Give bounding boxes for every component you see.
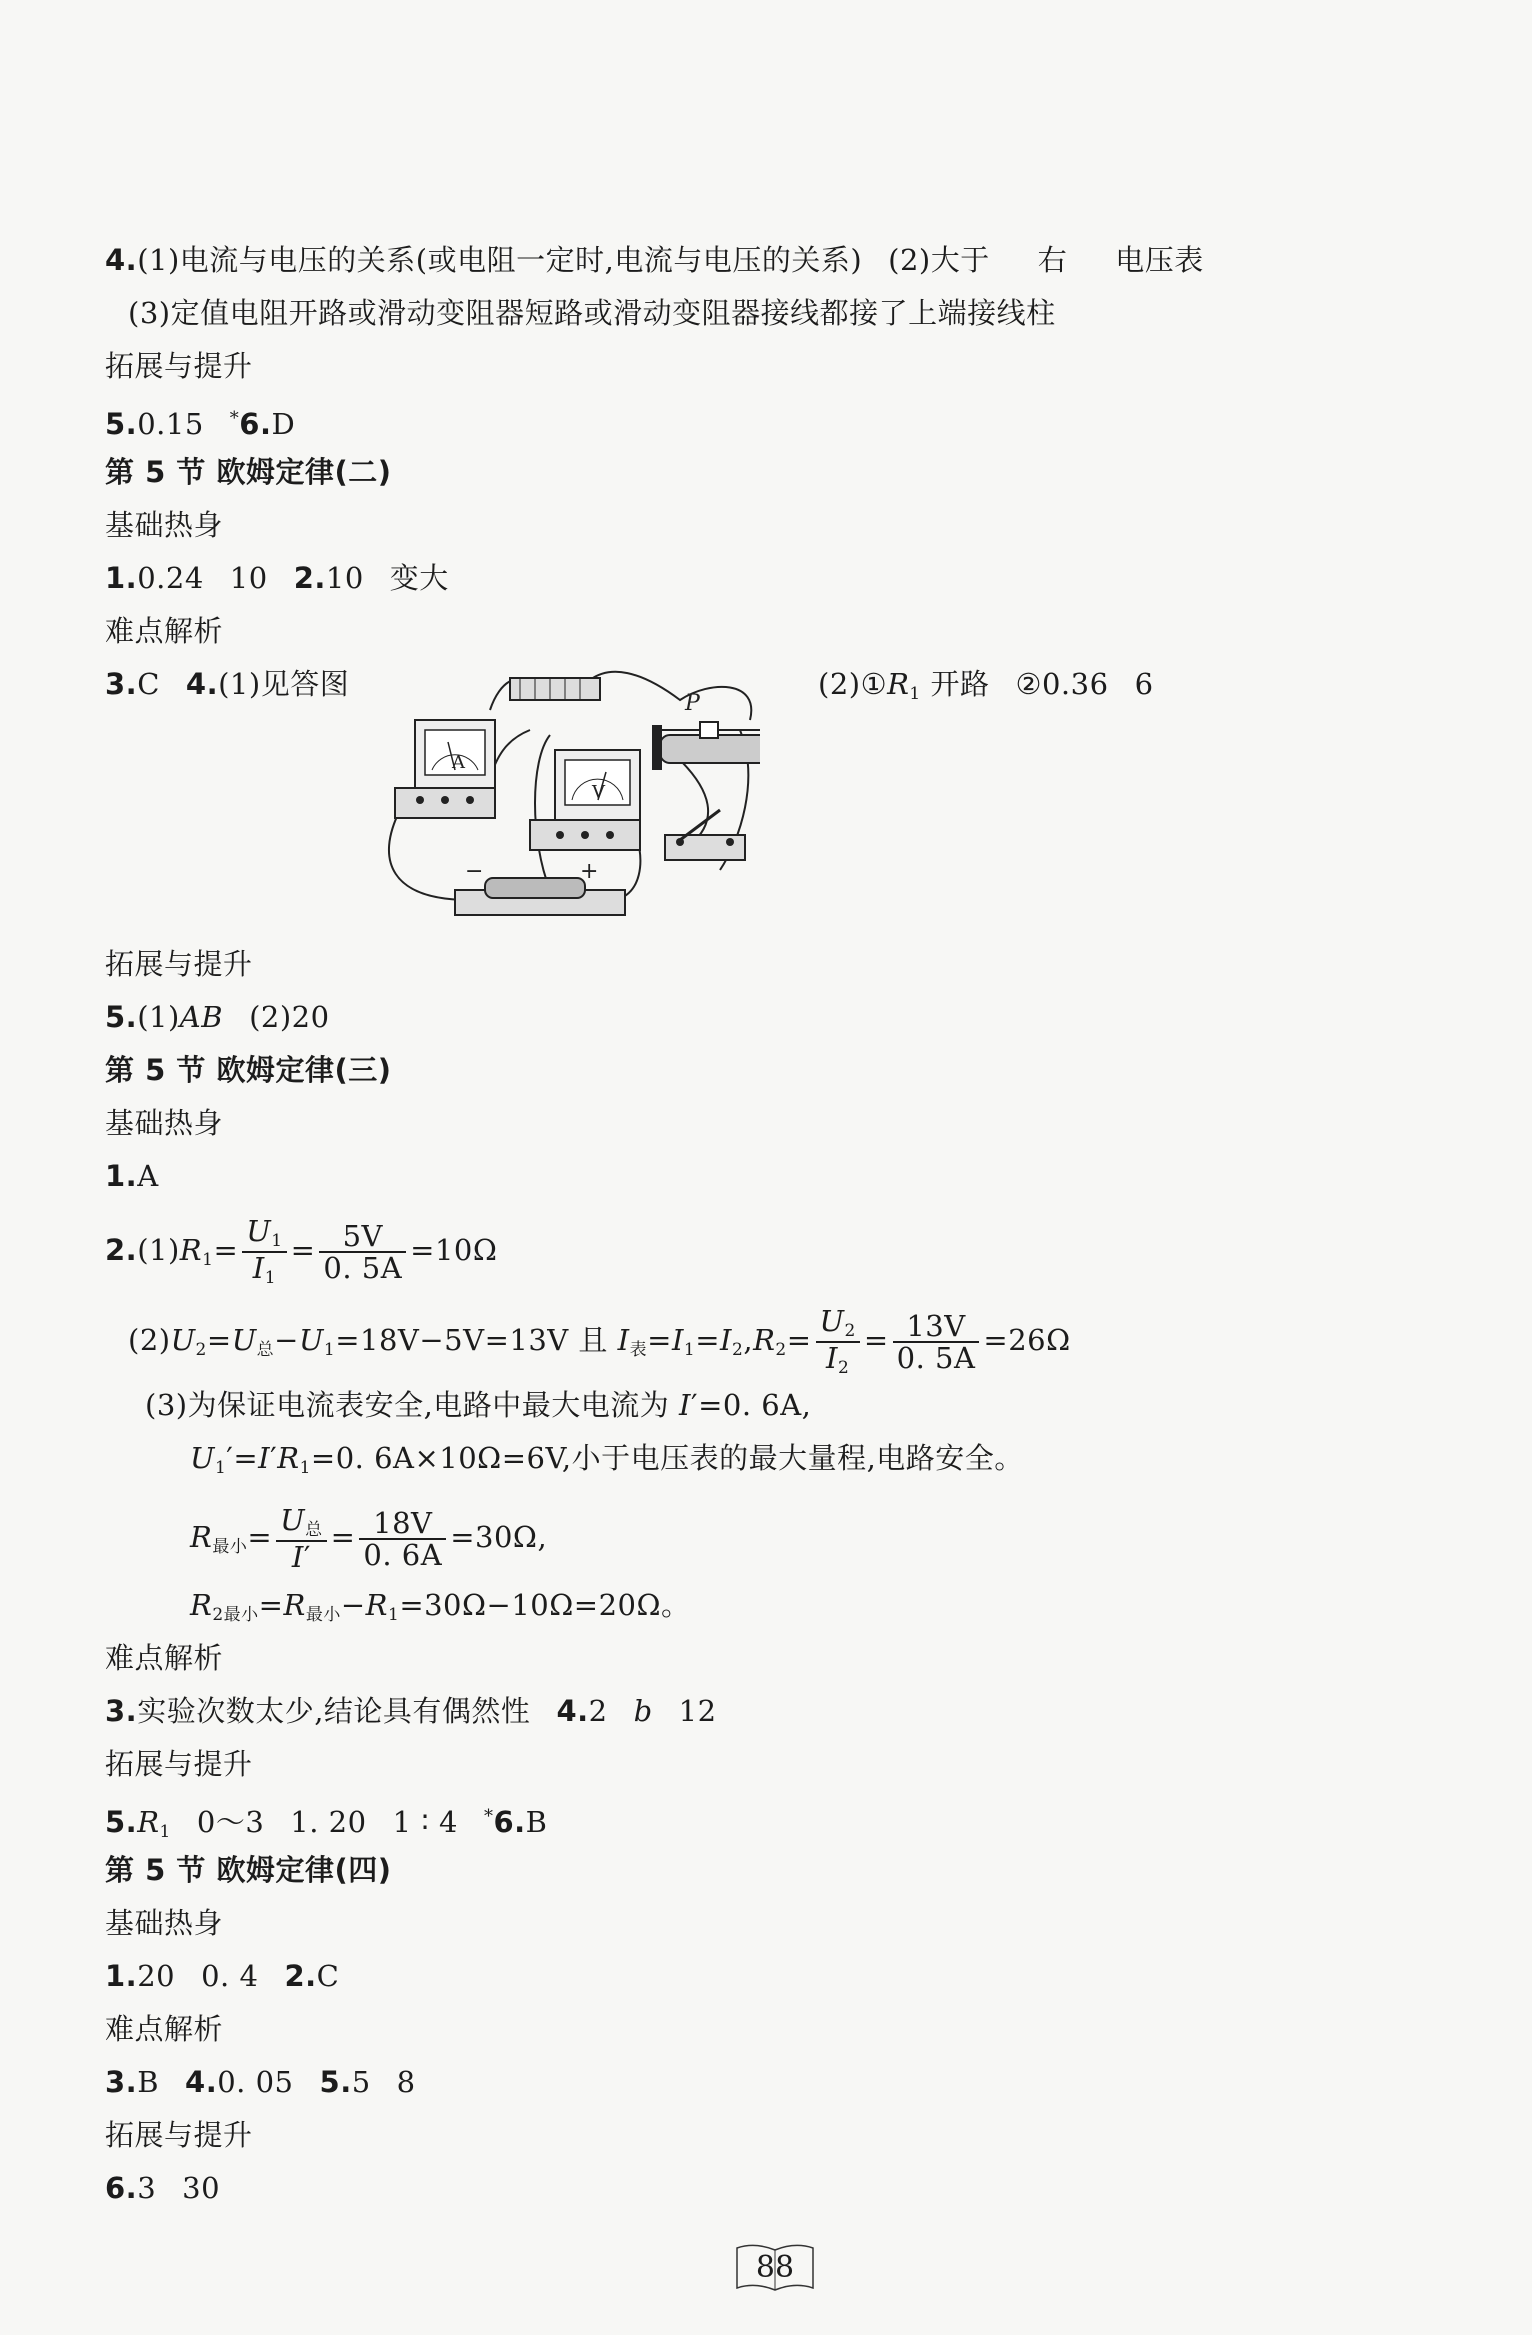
subheading-basic-3: 基础热身	[105, 1906, 224, 1940]
battery	[455, 859, 625, 915]
subheading-difficult: 难点解析	[105, 614, 224, 648]
answer-4-part-2: $(2)①R_1$ 开路 ②0.36 6	[818, 667, 1154, 704]
fraction-18v-06a: $\frac{18V}{0. 6A}$	[359, 1508, 446, 1571]
answer-1-2: 1.0.24 10 2.10 变大	[105, 561, 449, 595]
answer-g1-g2: 1.20 0. 4 2.C	[105, 1959, 340, 1993]
rheostat	[510, 678, 600, 700]
subheading-basic-2: 基础热身	[105, 1106, 224, 1140]
fraction-u2-i2: $\frac{U_2}{I_2}$	[816, 1306, 860, 1378]
ammeter-label: A	[452, 752, 465, 773]
slider-label-p: P	[685, 691, 700, 716]
section-extension: 拓展与提升	[105, 349, 253, 383]
fraction-5v-05a: $\frac{5V}{0. 5A}$	[319, 1221, 406, 1284]
section-extension-3: 拓展与提升	[105, 1747, 253, 1781]
subheading-difficult-3: 难点解析	[105, 2012, 224, 2046]
slide-rheostat	[652, 691, 760, 770]
section-heading-3: 第 5 节 欧姆定律(三)	[105, 1053, 392, 1087]
q4-line-1: 4.(1)电流与电压的关系(或电阻一定时,电流与电压的关系) (2)大于 右 电压表	[105, 243, 1204, 277]
section-heading-4: 第 5 节 欧姆定律(四)	[105, 1853, 392, 1887]
answer-c2-part-3-line-4: $R_{2最小}=R_{最小}-R_1=30\Omega-10\Omega=20\Omega$。	[190, 1588, 691, 1625]
fraction-13v-05a: $\frac{13V}{0. 5A}$	[893, 1311, 980, 1374]
answer-5-6: 5.0.15 *6.D	[105, 407, 296, 441]
battery-plus: +	[580, 859, 599, 884]
circuit-diagram	[380, 660, 760, 935]
answer-5-b: 5.(1)AB (2)20	[105, 1000, 330, 1034]
answer-c1: 1.A	[105, 1159, 159, 1193]
page-number: 88	[733, 2240, 817, 2296]
wire	[389, 810, 470, 900]
voltmeter	[530, 750, 640, 850]
fraction-utotal-i: $\frac{U_总}{I'}$	[276, 1505, 326, 1572]
subheading-difficult-2: 难点解析	[105, 1641, 224, 1675]
subheading-basic: 基础热身	[105, 508, 224, 542]
answer-c2-formula-1: $2.(1)R_1=$ $\frac{U_1}{I_1}$ = $\frac{5V}{0. 5A}$ =10Ω	[105, 1214, 498, 1288]
ammeter	[395, 720, 495, 818]
q4-line-2: (3)定值电阻开路或滑动变阻器短路或滑动变阻器接线都接了上端接线柱	[128, 296, 1056, 330]
answer-3-4: 3.C 4.(1)见答图	[105, 667, 350, 701]
battery-minus: −	[465, 859, 484, 884]
answer-m6: 6.3 30	[105, 2171, 221, 2205]
answer-c2-part-3: (3)为保证电流表安全,电路中最大电流为 I′=0. 6A,	[145, 1388, 812, 1422]
fraction-u1-i1: $\frac{U_1}{I_1}$	[242, 1216, 286, 1288]
answer-f5-f6: $5.R_1$ 0～3 1. 20 1 ∶ 4 *6.B	[105, 1805, 548, 1842]
switch	[665, 810, 745, 860]
answer-c2-part-3-line-2: $U_1'=I'R_1=0$. 6A×10Ω=6V,小于电压表的最大量程,电路安全。	[190, 1441, 1024, 1478]
section-heading-2: 第 5 节 欧姆定律(二)	[105, 455, 392, 489]
section-extension-4: 拓展与提升	[105, 2118, 253, 2152]
answer-d3-d4: 3.实验次数太少,结论具有偶然性 4.2 b 12	[105, 1694, 717, 1728]
answer-c2-part-3-line-3: $R_{最小}=$ $\frac{U_总}{I'}$ = $\frac{18V}{0. 6A}$ =30Ω,	[190, 1503, 548, 1575]
answer-k3-k5: 3.B 4.0. 05 5.5 8	[105, 2065, 416, 2099]
section-extension-2: 拓展与提升	[105, 947, 253, 981]
voltmeter-label: V	[592, 782, 605, 803]
answer-c2-formula-2: $(2)U_2=U_总-U_1=18V-5V=13V$ 且 $I_表=I_1=I_2,R_2=$ $\frac{U_2}{I_2}$ = $\frac{13V}{0. 5A}$ =26Ω	[128, 1304, 1071, 1378]
